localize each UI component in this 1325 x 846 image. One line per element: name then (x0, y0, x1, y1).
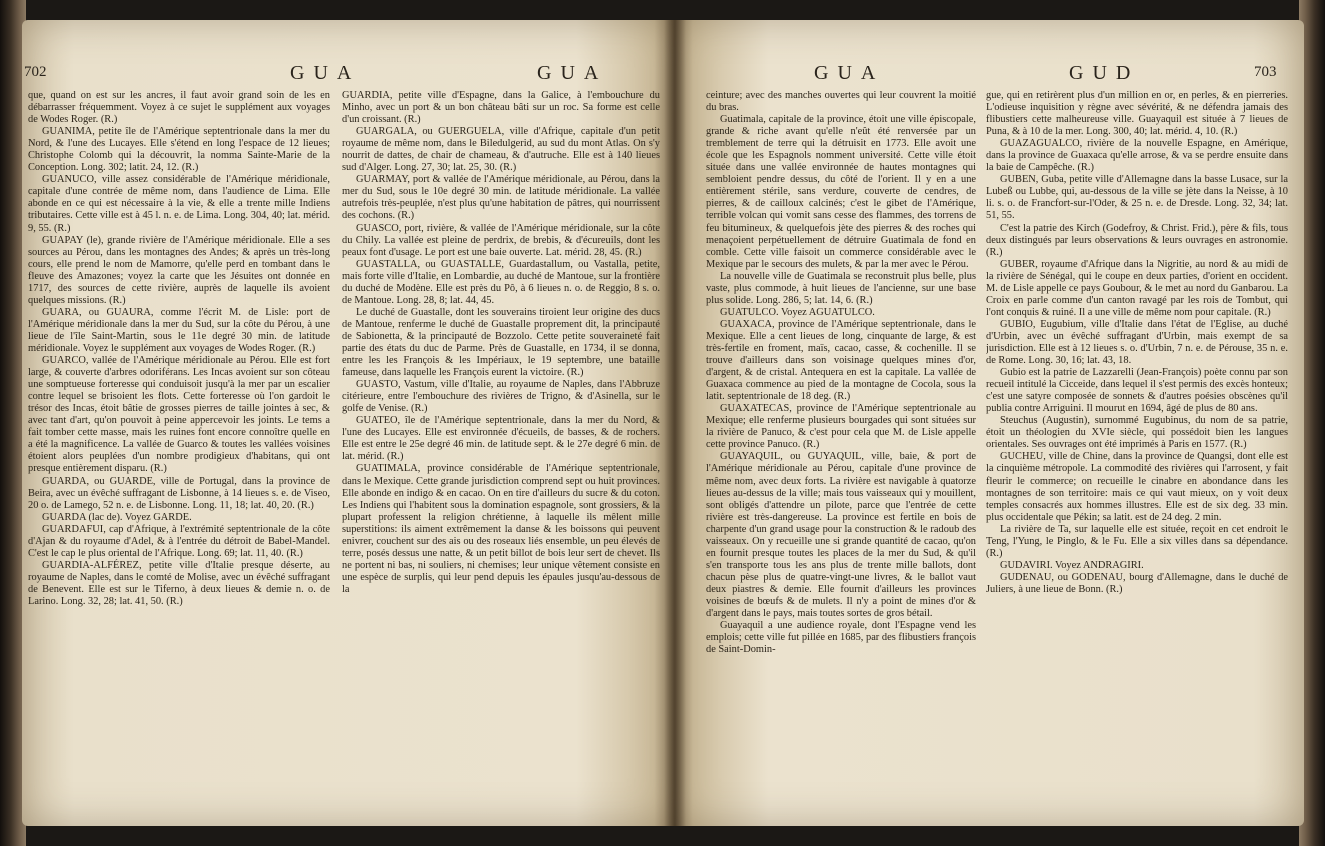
entry-paragraph: Guayaquil a une audience royale, dont l'Espagne vend les emplois; cette ville fut pillée en 1685, par des flibustiers françois de Saint-Domin- (706, 620, 976, 656)
right-column-2 (986, 90, 1288, 826)
entry-paragraph: GUATEO, île de l'Amérique septentrionale, dans la mer du Nord, & l'une des Lucayes. Elle est environnée d'écueils, de basses, & de rochers. Elle est entre le 25e degré 46 min. de latitude sept. & le 27e degré 6 min. de lat. mérid. (R.) (342, 415, 660, 463)
right-head-word-1: GUA (814, 62, 885, 84)
entry-paragraph: GUARDAFUI, cap d'Afrique, à l'extrémité septentrionale de la côte d'Ajan & du royaume d'Adel, & à l'entrée du détroit de Babel-Mandel. C'est le cap le plus oriental de l'Afrique. Long. 69; lat. 11, 40. (R.) (28, 523, 330, 559)
entry-paragraph: GUAXATECAS, province de l'Amérique septentrionale au Mexique; elle renferme plusieurs bourgades qui sont situées sur la rivière de Panuco, & c'est pour cela que M. de Lisle appelle cette province Panuco. (R.) (706, 403, 976, 451)
entry-paragraph: Le duché de Guastalle, dont les souverains tiroient leur origine des ducs de Mantoue, renferme le duché de Guastalle proprement dit, la principauté de Sabionetta, & la principauté de Bozzolo. Cette petite souveraineté fait partie des états du duc de Parme. Près de Guastalle, en 1734, il se donna, entre les les François & les Impériaux, le 19 septembre, une bataille fameuse, dans laquelle les François eurent la victoire. (R.) (342, 306, 660, 379)
entry-paragraph: GUASCO, port, rivière, & vallée de l'Amérique méridionale, sur la côte du Chily. La vallée est pleine de perdrix, de brebis, & d'écureuils, dont les peaux font d'usage. Le port est une baie ouverte. Lat. mérid. 28, 45. (R.) (342, 222, 660, 258)
entry-paragraph: GUBIO, Eugubium, ville d'Italie dans l'état de l'Eglise, au duché d'Urbin, avec un évêché suffragant d'Urbin, mais exempt de sa jurisdiction. Elle est à 12 lieues s. o. d'Urbin, 7 n. e. de Pérouse, 35 n. e. de Rome. Long. 30, 16; lat. 43, 18. (986, 318, 1288, 367)
book-gutter (664, 20, 686, 826)
entry-paragraph: GUATULCO. Voyez AGUATULCO. (720, 306, 875, 318)
entry-paragraph: GUANUCO, ville assez considérable de l'Amérique méridionale, capitale d'une contrée de même nom, dans l'audience de Lima. Elle abonde en ce qui est nécessaire à la vie, & elle a trente mille Indiens tributaires. Cette ville est à 45 l. n. e. de Lima. Long. 304, 40; lat. mérid. 9, 55. (R.) (28, 174, 330, 234)
left-head-word-1: GUA (290, 62, 361, 84)
entry-paragraph: GUARDA (lac de). Voyez GARDE. (42, 511, 192, 523)
left-page-number: 702 (24, 64, 47, 80)
entry-paragraph: ceinture; avec des manches ouvertes qui leur couvrent la moitié du bras. (706, 90, 976, 114)
left-page (22, 20, 674, 826)
right-page-number: 703 (1254, 64, 1277, 80)
entry-paragraph: GUAXACA, province de l'Amérique septentrionale, dans le Mexique. Elle a cent lieues de long, cinquante de large, & est très-fertile en froment, maïs, cacao, casse, & cochenille. Il se trouve d'ailleurs dans son voisinage quelques mines d'or, d'argent, & de cristal. Antequera en est la capitale. La vallée de Guaxaca commence au pied de la montagne de Cocola, sous la latit. septentrionale de 18 deg. (R.) (706, 318, 976, 403)
entry-paragraph: GUARDIA, petite ville d'Espagne, dans la Galice, à l'embouchure du Minho, avec un port & un bon château bâti sur un roc. Sa forme est celle d'un croissant. (R.) (342, 90, 660, 126)
entry-paragraph: Guatimala, capitale de la province, étoit une ville épiscopale, grande & riche avant qu'elle n'eût été renversée par un tremblement de terre qui la détruisit en 1773. Elle avoit une école que les Espagnols nomment université. Cette ville étoit située dans une vallée environnée de hautes montagnes qui sembloient pendre dessus, du côté de l'orient. Il y en a une entièrement stérile, sans verdure, couverte de cendres, de pierres, & de cailloux calcinés; c'est le gibet de l'Amérique, terrible volcan qui vomit sans cesse des flammes, des torrens de feu bitumineux, & quelquefois jète des pierres & des roches qui menaçoient perpétuellement de détruire Guatimala de fond en comble. Cette ville faisoit un commerce considérable avec le Mexique par le secours des mulets, & par la mer avec le Pérou. (706, 114, 976, 270)
entry-paragraph: GUARCO, vallée de l'Amérique méridionale au Pérou. Elle est fort large, & couverte d'arbres odoriférans. Les Incas avoient sur son côteau une somptueuse forteresse qui conduisoit jusqu'à la mer par un escalier contre lequel se brisoient les flots. Cette forteresse où l'on gardoit le trésor des Incas, étoit bâtie de grosses pierres de taille jointes à sec, & avec tant d'art, qu'on pouvoit à peine appercevoir les joints. Le tems a fait tomber cette masse, mais les ruines font encore connoître quelle en a été la magnificence. La vallée de Guarco & toutes les vallées voisines étoient alors peuplées d'un nombre prodigieux d'habitans, qui ont presque entièrement disparu. (R.) (28, 355, 330, 475)
left-column-2 (342, 90, 660, 826)
entry-paragraph: GUASTALLA, ou GUASTALLE, Guardastallum, ou Vastalla, petite, mais forte ville d'Italie, en Lombardie, au duché de Mantoue, sur la frontière du duché de Modène. Elle est près du Pô, à 6 lieues n. o. de Reggio, 8 s. o. de Mantoue. Long. 28, 8; lat. 44, 45. (342, 258, 660, 306)
entry-paragraph: GUARGALA, ou GUERGUELA, ville d'Afrique, capitale d'un petit royaume de même nom, dans le Biledulgerid, au sud du mont Atlas. On s'y nourrit de dattes, de chair de chameau, & d'autruche. Elle est à 140 lieues sud d'Alger. Long. 27, 30; lat. 25, 30. (R.) (342, 126, 660, 174)
left-running-head (22, 62, 674, 88)
left-column-1 (28, 90, 330, 826)
entry-paragraph: que, quand on est sur les ancres, il faut avoir grand soin de les en débarrasser fréquemment. Voyez à ce sujet le supplément aux voyages de Wodes Roger. (R.) (28, 90, 330, 126)
entry-paragraph: GUARDIA-ALFÉREZ, petite ville d'Italie presque déserte, au royaume de Naples, dans le comté de Molise, avec un évêché suffragant de Benevent. Elle est sur le Tiferno, à deux lieues & demie n. o. de Larino. Long. 32, 28; lat. 41, 50. (R.) (28, 559, 330, 607)
right-column-1 (706, 90, 976, 826)
entry-paragraph: GUDAVIRI. Voyez ANDRAGIRI. (1000, 559, 1144, 571)
entry-paragraph: La nouvelle ville de Guatimala se reconstruit plus belle, plus vaste, plus commode, à huit lieues de l'ancienne, sur une base plus solide. Long. 286, 5; lat. 14, 6. (R.) (706, 270, 976, 306)
entry-paragraph: GUARMAY, port & vallée de l'Amérique méridionale, au Pérou, dans la mer du Sud, sous le 10e degré 30 min. de latitude méridionale. La vallée autrefois très-peuplée, n'est plus qu'une habitation de pâtres, qui nourrissent des cochons. (R.) (342, 174, 660, 222)
entry-paragraph: GUAZAGUALCO, rivière de la nouvelle Espagne, en Amérique, dans la province de Guaxaca qu'elle arrose, & va se perdre ensuite dans la baie de Campêche. (R.) (986, 138, 1288, 174)
right-page (674, 20, 1304, 826)
entry-paragraph: GUANIMA, petite île de l'Amérique septentrionale dans la mer du Nord, & l'une des Lucayes. Elle s'étend en long l'espace de 12 lieues; Christophe Colomb qui la découvrit, la nomma Sainte-Marie de la Conception. Long. 302; latit. 24, 12. (R.) (28, 126, 330, 174)
right-running-head (674, 62, 1304, 88)
entry-paragraph: GUARDA, ou GUARDE, ville de Portugal, dans la province de Beira, avec un évêché suffragant de Lisbonne, à 14 lieues s. e. de Viseo, 20 o. de Lamego, 52 n. e. de Lisbonne. Long. 11, 18; lat. 40, 20. (R.) (28, 475, 330, 511)
entry-paragraph: Gubio est la patrie de Lazzarelli (Jean-François) poète connu par son recueil intitulé la Cicceide, dans lequel il s'est permis des excès honteux; c'est une satyre composée de sonnets & d'autres poésies obscènes qu'il publia contre Arriguini. Il mourut en 1694, âgé de plus de 80 ans. (986, 367, 1288, 415)
entry-paragraph: GUARA, ou GUAURA, comme l'écrit M. de Lisle: port de l'Amérique méridionale dans la mer du Sud, sur la côte du Pérou, à une lieue de l'île Saint-Martin, sous le 11e degré 30 min. de latitude méridionale. Voyez le supplément aux voyages de Wodes Roger. (R.) (28, 306, 330, 354)
entry-paragraph: GUBER, royaume d'Afrique dans la Nigritie, au nord & au midi de la rivière de Sénégal, qui le coupe en deux parties, d'orient en occident. M. de Lisle appelle ce pays Goubour, & le met au nord du Ganbarou. La Croix en parle comme d'un canton ravagé par les rois de Tombut, qui l'ont conquis & ruiné. Il a une ville de même nom pour capitale. (R.) (986, 258, 1288, 318)
left-head-word-2: GUA (537, 62, 608, 84)
entry-paragraph: Steuchus (Augustin), surnommé Eugubinus, du nom de sa patrie, étoit un théologien du XVIe siècle, qui possédoit bien les langues orientales. Ses ouvrages ont été imprimés à Paris en 1577. (R.) (986, 415, 1288, 451)
entry-paragraph: GUDENAU, ou GODENAU, bourg d'Allemagne, dans le duché de Juliers, à une lieue de Bonn. (R.) (986, 571, 1288, 595)
entry-paragraph: GUAYAQUIL, ou GUYAQUIL, ville, baie, & port de l'Amérique méridionale au Pérou, capitale d'une province de même nom, avec deux forts. La rivière est navigable à quatorze lieues au-dessus de la ville; mais tous vaisseaux qui y mouillent, sont obligés d'attendre un pilote, parce que l'entrée de cette rivière est très-dangereuse. La province est fertile en bois de charpente d'un grand usage pour la construction & le radoub des vaisseaux. On y recueille une si grande quantité de cacao, qu'on en fournit presque toutes les places de la mer du Sud, & qu'il s'en transporte tous les ans plus de trente mille ballots, dont chacun pèse plus de quatre-vingt-une livres, & le ballot vaut deux piastres & demie. Elle fournit d'ailleurs les provinces voisines de bœufs & de mulets. Il n'y a point de mines d'or & d'argent dans le pays, mais toutes sortes de gros bétail. (706, 451, 976, 620)
entry-paragraph: La rivière de Ta, sur laquelle elle est située, reçoit en cet endroit le Teng, l'Yung, le Pinglo, & le Fu. Elle a six villes dans sa dépendance. (R.) (986, 523, 1288, 559)
entry-paragraph: GUCHEU, ville de Chine, dans la province de Quangsi, dont elle est la cinquième métropole. La commodité des rivières qui l'arrosent, y fait fleurir le commerce; on recueille le cinabre en abondance dans les montagnes de son territoire: mais ce qui vaut mieux, on y voit deux temples consacrés aux hommes illustres. Elle est de six deg. 33 min. plus occidentale que Pékin; sa latit. est de 24 deg. 2 min. (986, 451, 1288, 523)
right-head-word-2: GUD (1069, 62, 1140, 84)
entry-paragraph: C'est la patrie des Kirch (Godefroy, & Christ. Frid.), père & fils, tous deux distingués par leurs observations & leurs ouvrages en astronomie. (R.) (986, 222, 1288, 258)
entry-paragraph: GUBEN, Guba, petite ville d'Allemagne dans la basse Lusace, sur la Lubeß ou Lubbe, qui, au-dessous de la ville se jète dans la Neisse, à 10 li. s. o. de Francfort-sur-l'Oder, & 25 n. e. de Dresde. Long. 32, 34; lat. 51, 55. (986, 174, 1288, 222)
entry-paragraph: gue, qui en retirèrent plus d'un million en or, en perles, & en pierreries. L'odieuse inquisition y règne avec sévérité, & ne défendra jamais des flibustiers cette malheureuse ville. Guayaquil est située à 7 lieues de Puna, & à 10 de la mer. Long. 300, 40; lat. mérid. 4, 10. (R.) (986, 90, 1288, 138)
entry-paragraph: GUAPAY (le), grande rivière de l'Amérique méridionale. Elle a ses sources au Pérou, dans les montagnes des Andes; & après un très-long cours, elle prend le nom de Mamorre, qu'elle perd en tombant dans le fleuve des Amazones; voyez la carte que les Jésuites ont donnée en 1717, des sources de cette rivière, auprès de laquelle ils avoient quelques missions. (R.) (28, 234, 330, 306)
entry-paragraph: GUATIMALA, province considérable de l'Amérique septentrionale, dans le Mexique. Cette grande jurisdiction comprend sept ou huit provinces. Elle abonde en indigo & en cacao. On en tire d'ailleurs du sucre & du coton. Les Indiens qui l'habitent sous la domination espagnole, sont grossiers, & la plupart professent la religion chrétienne, à laquelle ils mêlent mille superstitions: ils aiment extrêmement la danse & les boissons qui peuvent enivrer, couchent sur des ais ou des roseaux liés ensemble, un peu élevés de terre, posés dessus une natte, & un petit billot de bois leur sert de chevet. Ils ne portent ni bas, ni souliers, ni chemises; leur unique vêtement consiste en une espèce de surplis, qui leur pend depuis les épaules jusqu'au-dessous de la (342, 463, 660, 595)
entry-paragraph: GUASTO, Vastum, ville d'Italie, au royaume de Naples, dans l'Abbruze citérieure, entre l'embouchure des rivières de Trigno, & d'Asinella, sur le golfe de Venise. (R.) (342, 379, 660, 415)
